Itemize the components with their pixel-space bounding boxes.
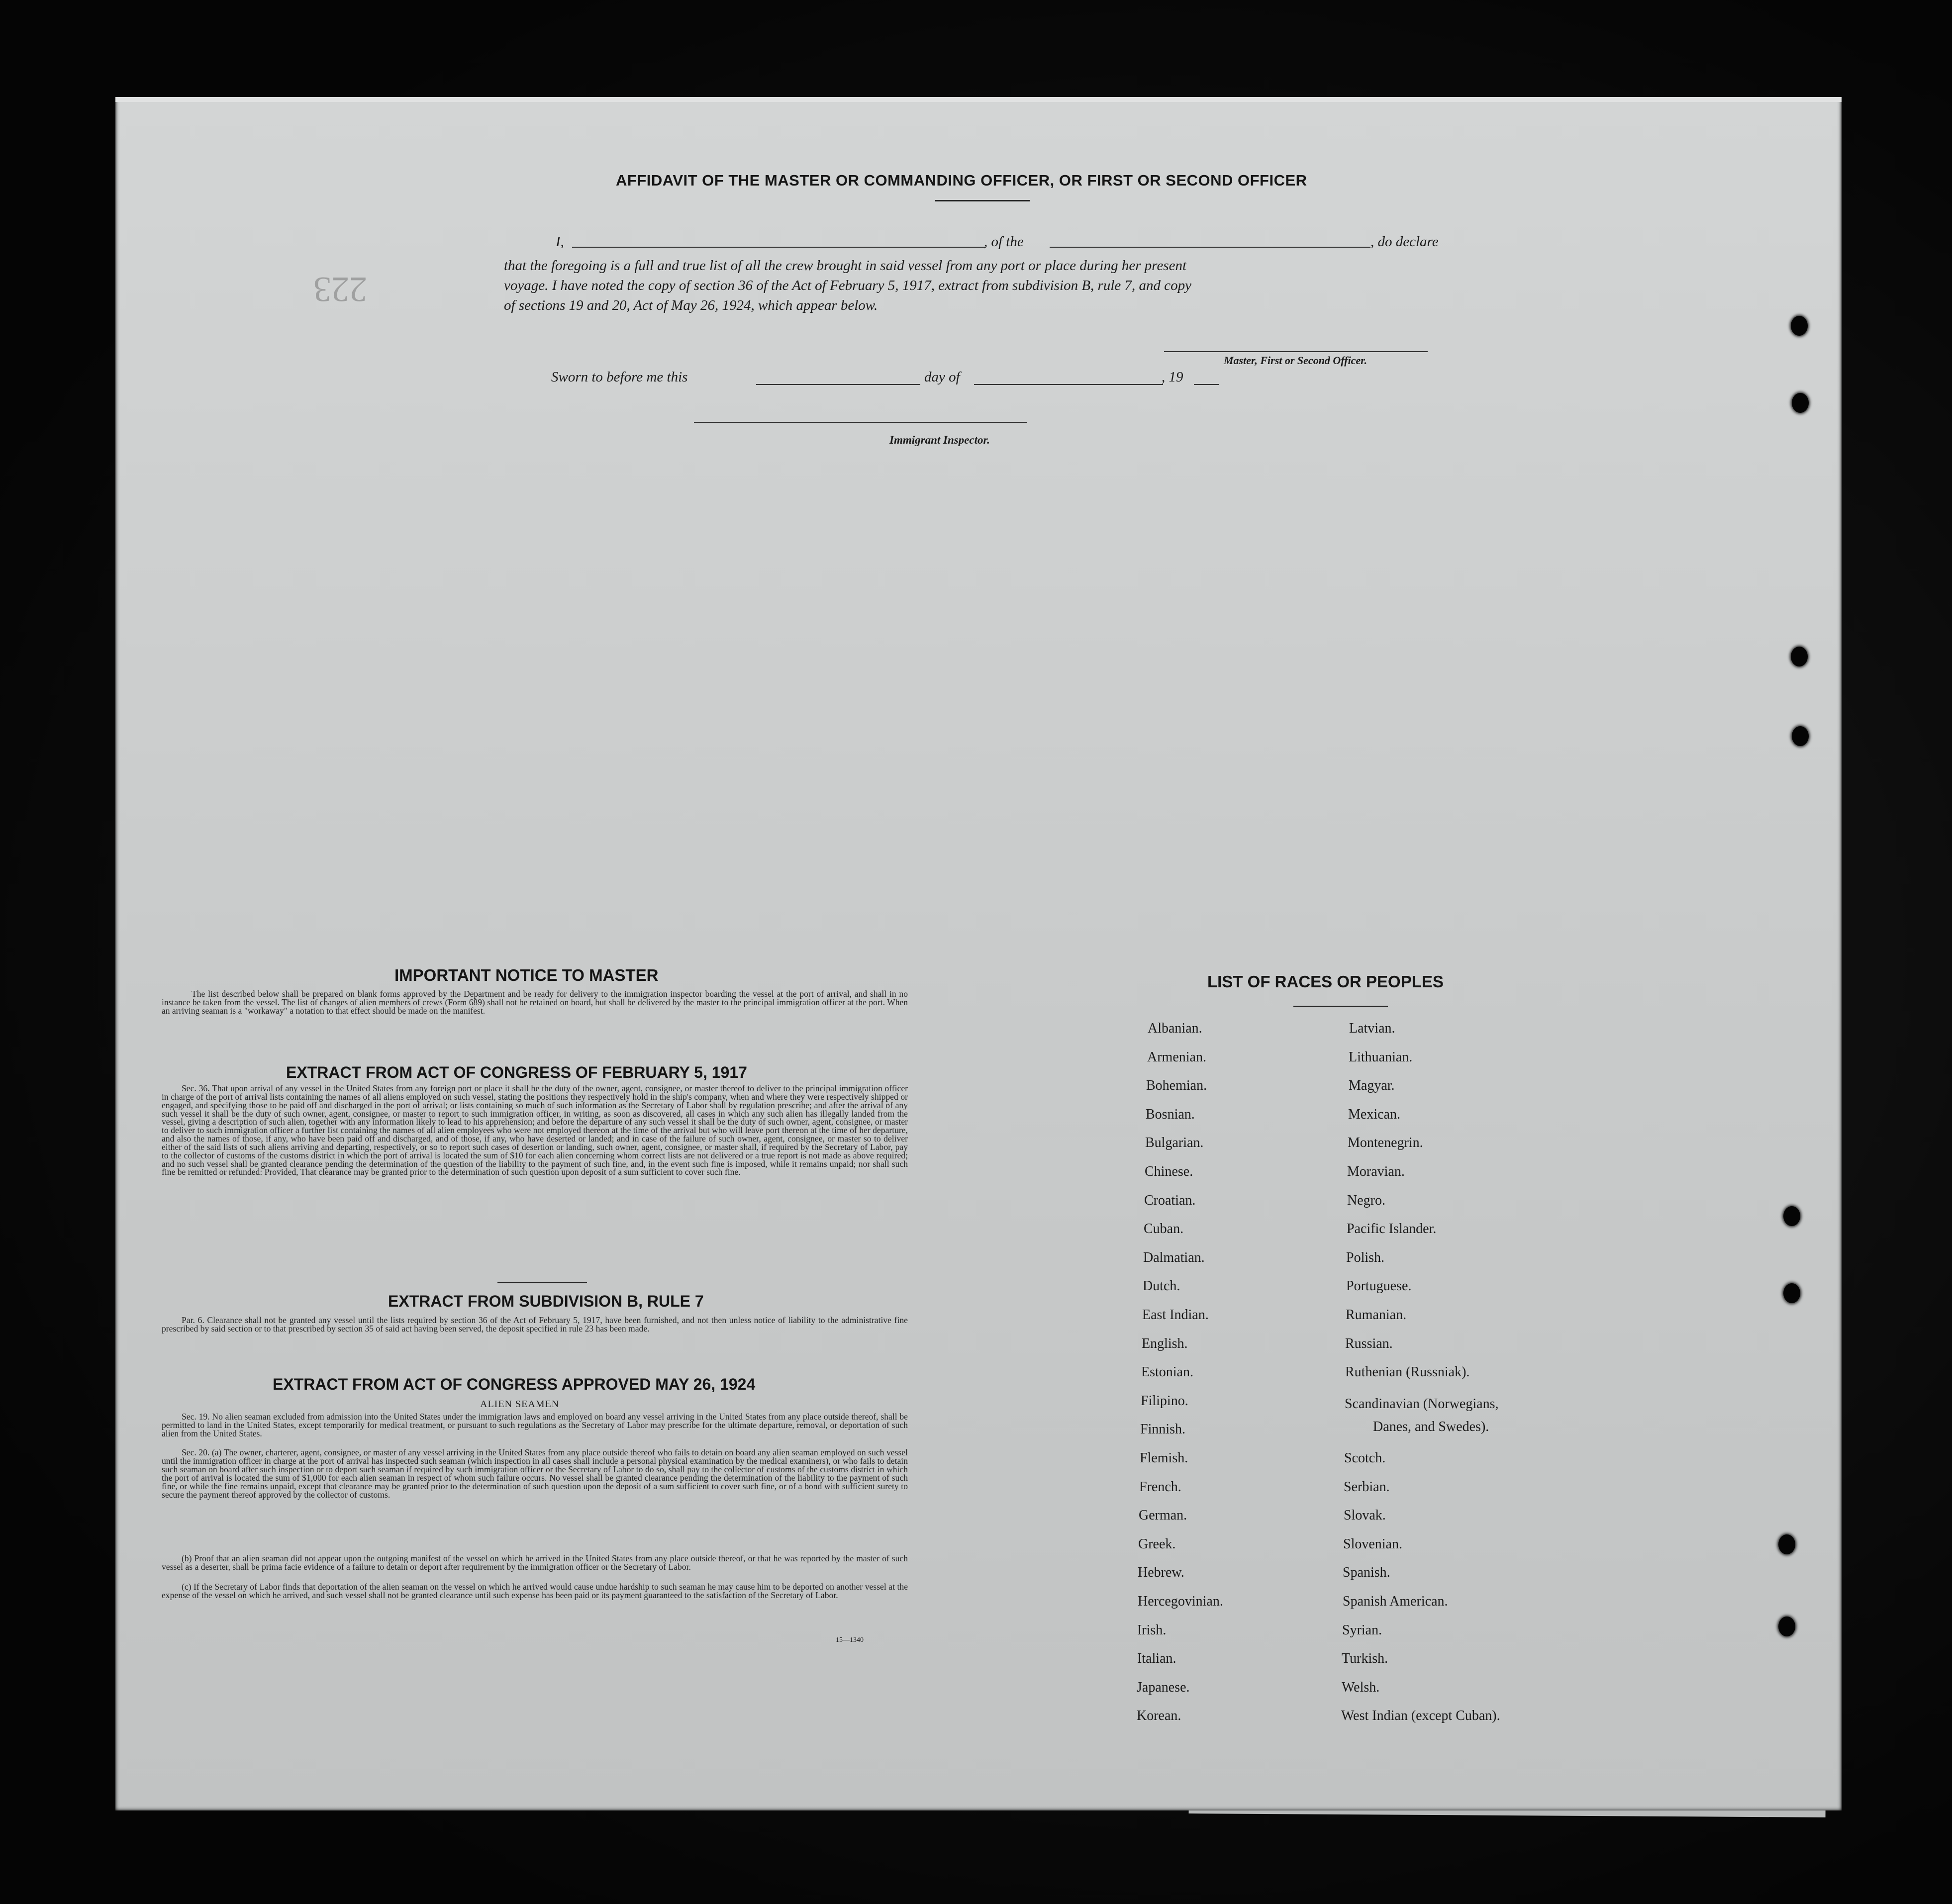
race-item: Mexican. bbox=[1348, 1106, 1400, 1122]
race-item: Latvian. bbox=[1349, 1021, 1395, 1036]
race-item: Portuguese. bbox=[1346, 1278, 1412, 1294]
race-item: Bosnian. bbox=[1146, 1106, 1195, 1122]
race-item: Scandinavian (Norwegians, bbox=[1345, 1396, 1499, 1412]
race-item: Negro. bbox=[1347, 1192, 1385, 1208]
race-item: Turkish. bbox=[1342, 1651, 1388, 1667]
race-item: Pacific Islander. bbox=[1347, 1221, 1437, 1237]
race-item: Irish. bbox=[1137, 1622, 1167, 1638]
race-item: Serbian. bbox=[1344, 1479, 1390, 1495]
sworn-year: , 19 bbox=[1162, 369, 1183, 385]
extract-rule7-body: Par. 6. Clearance shall not be granted any vessel until the lists required by section 36 of the Act of February 5, 1917, have been furnished, and not then unless notice of liability to the administrative fine prescribed by said section or to that prescribed by section 35 of said act having been served, the deposit specified in rule 23 has been made. bbox=[162, 1315, 908, 1333]
race-item: Greek. bbox=[1138, 1536, 1176, 1552]
affidavit-of-the: , of the bbox=[984, 234, 1024, 250]
binding-hole bbox=[1783, 1283, 1800, 1303]
race-item: Dalmatian. bbox=[1143, 1249, 1205, 1265]
sec20a-body: Sec. 20. (a) The owner, charterer, agent, consignee, or master of any vessel arriving in the United States from any place outside thereof who fails to detain on board any alien seaman employed on such vessel until the immigration officer in charge at the port of arrival has inspected such seaman (which inspection in all cases shall include a personal physical examination by the medical examiners), or who fails to detain such seaman on board after such inspection or to deport such seaman if required by such immigration officer or the Secretary of Labor to do so, shall pay to the collector of customs of the customs district in which the port of arrival is located the sum of $1,000 for each alien seaman in respect of whom such failure occurs. No vessel shall be granted clearance pending the determination of the liability to the payment of such fine, or while the fine remains unpaid, except that clearance may be granted prior to the determination of such question upon the deposit of a sum sufficient to cover such fine, or of a bond with sufficient surety to secure the payment thereof approved by the collector of customs. bbox=[162, 1447, 908, 1500]
binding-hole bbox=[1783, 1206, 1800, 1226]
affidavit-i: I, bbox=[556, 234, 564, 250]
race-item: Lithuanian. bbox=[1349, 1049, 1413, 1065]
sworn-prefix: Sworn to before me this bbox=[551, 369, 688, 385]
binding-hole bbox=[1791, 316, 1808, 336]
race-item: Spanish. bbox=[1343, 1565, 1390, 1581]
race-item: Slovenian. bbox=[1343, 1536, 1402, 1552]
race-item: German. bbox=[1139, 1508, 1187, 1523]
form-number: 15—1340 bbox=[836, 1636, 864, 1644]
race-item: Ruthenian (Russniak). bbox=[1345, 1364, 1470, 1380]
notice-body: The list described below shall be prepared on blank forms approved by the Department and be ready for delivery to the immigration inspector boarding the vessel at the port of arrival, and shall in no instance be taken from the vessel. The list of changes of alien members of crews (Form 689) shall not be retained on board, but shall be delivered by the master to the principal immigration officer at the port. When an arriving seaman is a "workaway" a notation to that effect should be made on the manifest. bbox=[162, 989, 908, 1016]
race-item: Russian. bbox=[1345, 1335, 1393, 1351]
race-item: Spanish American. bbox=[1343, 1594, 1448, 1609]
sworn-year-blank bbox=[1194, 384, 1219, 385]
binding-hole bbox=[1778, 1534, 1795, 1554]
vessel-blank bbox=[1050, 247, 1370, 248]
race-item: East Indian. bbox=[1142, 1307, 1209, 1323]
race-item: Filipino. bbox=[1141, 1393, 1188, 1409]
races-heading: LIST OF RACES OR PEOPLES bbox=[1207, 972, 1444, 991]
alien-seamen-subheading: ALIEN SEAMEN bbox=[480, 1399, 560, 1410]
race-item: Dutch. bbox=[1143, 1278, 1180, 1294]
race-item: Flemish. bbox=[1140, 1450, 1188, 1466]
page-edge bbox=[115, 97, 1842, 102]
sworn-month-blank bbox=[974, 384, 1163, 385]
section-divider bbox=[497, 1282, 587, 1283]
race-item: French. bbox=[1139, 1479, 1181, 1495]
extract-1917-body: Sec. 36. That upon arrival of any vessel in the United States from any foreign port or place it shall be the duty of the owner, agent, consignee, or master thereof to deliver to the principal immigration officer in charge of the port of arrival lists containing the names of all aliens employed on such vessel, stating the positions they respectively hold in the ship's company, when and where they were respectively shipped or engaged, and specifying those to be paid off and discharged in the port of arrival; or lists containing so much of such information as the Secretary of Labor shall by regulation prescribe; and after the arrival of any such vessel it shall be the duty of such owner, agent, consignee, or master to report to such immigration officer, in writing, as soon as discovered, all cases in which any such alien has illegally landed from the vessel, giving a description of such alien, together with any information likely to lead to his apprehension; and before the departure of any such vessel it shall be the duty of such owner, agent, consignee, or master to deliver to such immigration officer a further list containing the names of all alien employees who were not employed thereon at the time of the arrival but who will leave port thereon at the time of her departure, and also the names of those, if any, who have been paid off and discharged, and of those, if any, who have deserted or landed; and in case of the failure of such owner, agent, consignee, or master so to deliver either of the said lists of such aliens arriving and departing, respectively, or so to report such cases of desertion or landing, such owner, agent, consignee, or master shall, if required by the Secretary of Labor, pay to the collector of customs of the customs district in which the port of arrival is located the sum of $10 for each alien concerning whom correct lists are not delivered or a true report is not made as above required; and no such vessel shall be granted clearance pending the determination of the question of the liability to the payment of such fine, and, in the event such fine is imposed, while it remains unpaid; nor shall such fine be remitted or refunded: Provided, That clearance may be granted prior to the determination of such question upon deposit of a sum sufficient to cover such fine. bbox=[162, 1083, 908, 1177]
inspector-signature-line bbox=[694, 422, 1027, 423]
sworn-day-blank bbox=[756, 384, 920, 385]
race-item: Japanese. bbox=[1137, 1679, 1190, 1695]
binding-hole bbox=[1791, 647, 1808, 666]
inspector-label: Immigrant Inspector. bbox=[889, 434, 990, 446]
affidavit-declare: , do declare bbox=[1370, 234, 1439, 250]
race-item: Syrian. bbox=[1342, 1622, 1382, 1638]
races-heading-rule bbox=[1293, 1006, 1388, 1007]
race-item: West Indian (except Cuban). bbox=[1341, 1708, 1500, 1724]
name-blank bbox=[572, 247, 985, 248]
affidavit-heading: AFFIDAVIT OF THE MASTER OR COMMANDING OFFICER, OR FIRST OR SECOND OFFICER bbox=[616, 172, 1307, 189]
race-item: Rumanian. bbox=[1346, 1307, 1407, 1323]
race-item: Finnish. bbox=[1140, 1422, 1186, 1437]
master-signature-label: Master, First or Second Officer. bbox=[1224, 354, 1367, 367]
race-scandinavian-continuation: Danes, and Swedes). bbox=[1373, 1419, 1489, 1434]
race-item: Hebrew. bbox=[1138, 1565, 1184, 1581]
race-item: Croatian. bbox=[1144, 1192, 1196, 1208]
race-item: Polish. bbox=[1346, 1249, 1385, 1265]
race-item: Albanian. bbox=[1148, 1021, 1202, 1036]
race-item: Bohemian. bbox=[1146, 1078, 1207, 1094]
extract-1924-heading: EXTRACT FROM ACT OF CONGRESS APPROVED MAY 26, 1924 bbox=[273, 1375, 756, 1393]
sec20c-body: (c) If the Secretary of Labor finds that deportation of the alien seaman on the vessel on which he arrived would cause undue hardship to such seaman he may cause him to be deported on another vessel at the expense of the vessel on which he arrived, and such vessel shall not be granted clearance until such expense has been paid or its payment guaranteed to the satisfaction of the Secretary of Labor. bbox=[162, 1582, 908, 1600]
race-item: Magyar. bbox=[1349, 1078, 1395, 1094]
binding-hole bbox=[1778, 1617, 1795, 1636]
affidavit-line-4: of sections 19 and 20, Act of May 26, 1924, which appear below. bbox=[504, 297, 878, 313]
binding-hole bbox=[1792, 726, 1809, 746]
sworn-day-of: day of bbox=[924, 369, 960, 385]
race-item: English. bbox=[1142, 1335, 1188, 1351]
binding-hole bbox=[1792, 393, 1809, 413]
race-item: Montenegrin. bbox=[1348, 1135, 1423, 1151]
extract-1917-heading: EXTRACT FROM ACT OF CONGRESS OF FEBRUARY 5, 1917 bbox=[286, 1063, 747, 1081]
race-item: Italian. bbox=[1137, 1651, 1176, 1667]
notice-heading: IMPORTANT NOTICE TO MASTER bbox=[394, 966, 659, 984]
race-item: Armenian. bbox=[1147, 1049, 1206, 1065]
race-item: Scotch. bbox=[1344, 1450, 1386, 1466]
sec19-body: Sec. 19. No alien seaman excluded from admission into the United States under the immigration laws and employed on board any vessel arriving in the United States from any place outside thereof, shall be permitted to land in the United States, except temporarily for medical treatment, or pursuant to such regulations as the Secretary of Labor may prescribe for the ultimate departure, removal, or deportation of such alien from the United States. bbox=[162, 1412, 908, 1438]
extract-rule7-heading: EXTRACT FROM SUBDIVISION B, RULE 7 bbox=[388, 1292, 704, 1310]
race-item: Bulgarian. bbox=[1145, 1135, 1204, 1151]
heading-rule bbox=[935, 200, 1030, 201]
race-item: Moravian. bbox=[1347, 1164, 1405, 1179]
race-item: Cuban. bbox=[1144, 1221, 1184, 1237]
sec20b-body: (b) Proof that an alien seaman did not appear upon the outgoing manifest of the vessel on which he arrived in the United States from any place outside thereof, or that he was reported by the master of such vessel as a deserter, shall be prima facie evidence of a failure to detain or deport after requirement by the immigration officer or the Secretary of Labor. bbox=[162, 1553, 908, 1572]
race-item: Korean. bbox=[1137, 1708, 1181, 1724]
master-signature-line bbox=[1164, 351, 1428, 352]
affidavit-line-2: that the foregoing is a full and true list of all the crew brought in said vessel from any port or place during her present bbox=[504, 258, 1187, 274]
handwritten-page-number: 223 bbox=[313, 270, 367, 309]
race-item: Welsh. bbox=[1342, 1679, 1380, 1695]
race-item: Hercegovinian. bbox=[1138, 1594, 1223, 1609]
race-item: Estonian. bbox=[1141, 1364, 1193, 1380]
race-item: Slovak. bbox=[1344, 1508, 1386, 1523]
affidavit-line-3: voyage. I have noted the copy of section 36 of the Act of February 5, 1917, extract from subdivision B, rule 7, and copy bbox=[504, 278, 1192, 293]
race-item: Chinese. bbox=[1145, 1164, 1193, 1179]
